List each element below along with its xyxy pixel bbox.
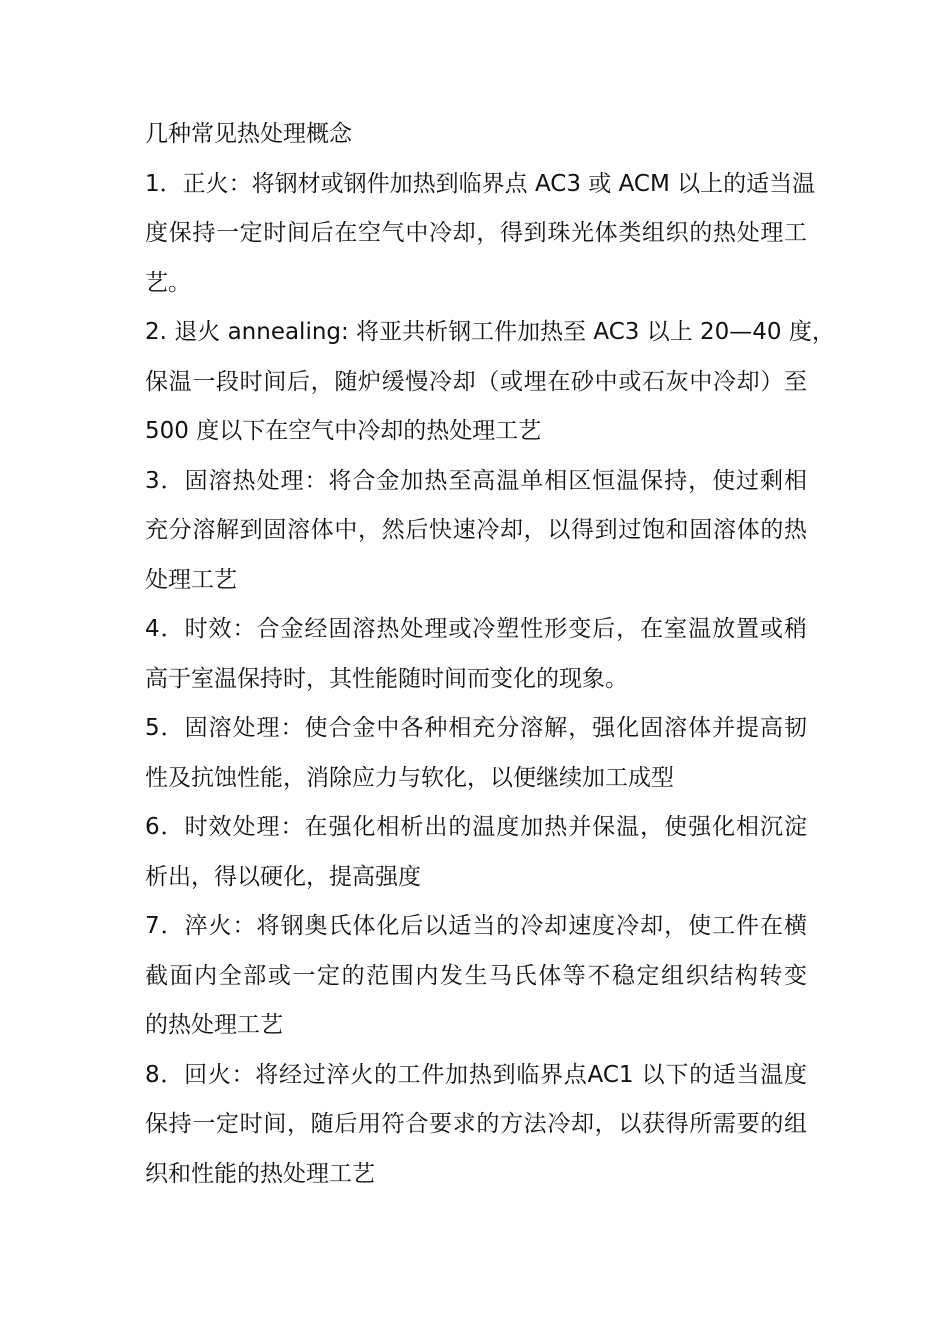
paragraph-quenching <box>145 902 807 1051</box>
paragraph-solution-treatment <box>145 704 807 803</box>
paragraph-line: 2. 退火 annealing: 将亚共析钢工件加热至 AC3 以上 20—40 度， <box>145 319 835 345</box>
document-body <box>145 110 835 1199</box>
document-title: 几种常见热处理概念 <box>145 121 352 147</box>
paragraph-line: 4．时效：合金经固溶热处理或冷塑性形变后，在室温放置或稍 <box>145 616 807 642</box>
paragraph-line: 保温一段时间后，随炉缓慢冷却（或埋在砂中或石灰中冷却）至 <box>145 368 807 395</box>
paragraph-line: 处理工艺 <box>145 566 237 593</box>
paragraph-line: 5．固溶处理：使合金中各种相充分溶解，强化固溶体并提高韧 <box>145 715 807 741</box>
paragraph-line: 度保持一定时间后在空气中冷却，得到珠光体类组织的热处理工 <box>145 220 807 246</box>
paragraph-line: 充分溶解到固溶体中，然后快速冷却，以得到过饱和固溶体的热 <box>145 517 807 543</box>
paragraph-aging <box>145 605 807 704</box>
paragraph-line: 3．固溶热处理：将合金加热至高温单相区恒温保持，使过剩相 <box>145 467 807 494</box>
paragraph-line: 截面内全部或一定的范围内发生马氏体等不稳定组织结构转变 <box>145 962 807 989</box>
paragraph-line: 6．时效处理：在强化相析出的温度加热并保温，使强化相沉淀 <box>145 814 807 840</box>
paragraph-tempering <box>145 1051 807 1200</box>
paragraph-annealing <box>145 308 835 457</box>
paragraph-line: 织和性能的热处理工艺 <box>145 1160 375 1187</box>
paragraph-line: 7．淬火：将钢奥氏体化后以适当的冷却速度冷却，使工件在横 <box>145 913 807 939</box>
paragraph-line: 艺。 <box>145 269 191 296</box>
paragraph-aging-treatment <box>145 803 807 902</box>
paragraph-line: 析出，得以硬化，提高强度 <box>145 863 421 890</box>
paragraph-solution-heat-treatment <box>145 457 807 606</box>
paragraph-line: 500 度以下在空气中冷却的热处理工艺 <box>145 418 542 444</box>
paragraph-line: 1．正火：将钢材或钢件加热到临界点 AC3 或 ACM 以上的适当温 <box>145 170 816 197</box>
paragraph-line: 高于室温保持时，其性能随时间而变化的现象。 <box>145 665 628 692</box>
paragraph-line: 保持一定时间，随后用符合要求的方法冷却，以获得所需要的组 <box>145 1111 807 1137</box>
paragraph-line: 8．回火：将经过淬火的工件加热到临界点AC1 以下的适当温度 <box>145 1061 807 1088</box>
paragraph-line: 性及抗蚀性能，消除应力与软化，以便继续加工成型 <box>145 764 674 791</box>
paragraph-line: 的热处理工艺 <box>145 1012 283 1038</box>
paragraph-normalizing <box>145 160 816 309</box>
